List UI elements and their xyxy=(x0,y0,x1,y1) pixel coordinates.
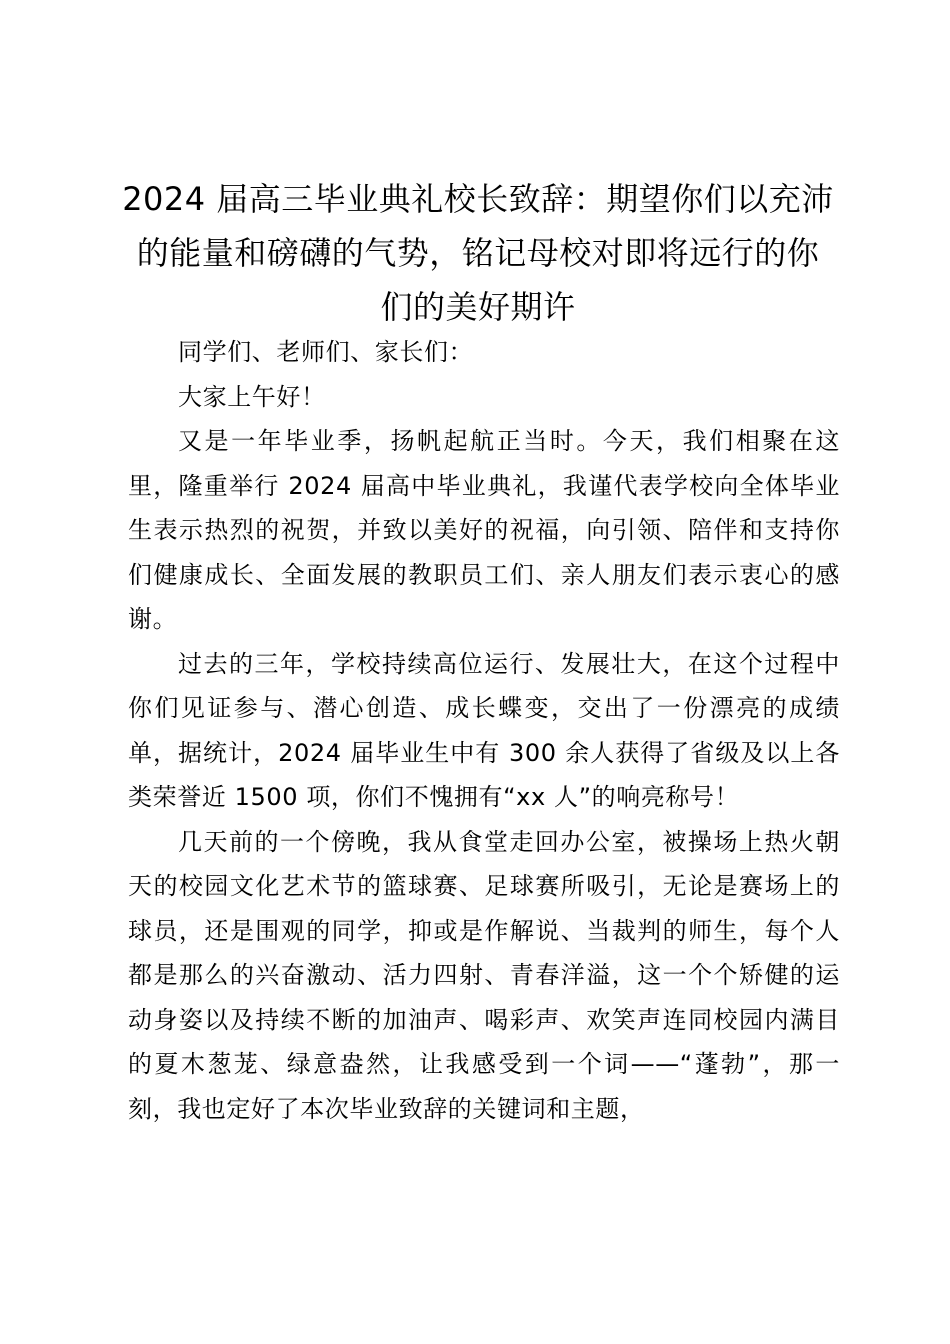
paragraph-achievements: 过去的三年，学校持续高位运行、发展壮大，在这个过程中你们见证参与、潜心创造、成长蝶变，交出了一份漂亮的成绩单，据统计，2024 届毕业生中有 300 余人获得了省级及以上各类荣誉近 1500 项，你们不愧拥有“xx 人”的响亮称号！ xyxy=(128,649,840,811)
document-body xyxy=(128,330,840,1131)
greeting: 大家上午好！ xyxy=(178,382,326,411)
salutation: 同学们、老师们、家长们： xyxy=(178,338,474,366)
paragraph-opening: 又是一年毕业季，扬帆起航正当时。今天，我们相聚在这里，隆重举行 2024 届高中毕业典礼，我谨代表学校向全体毕业生表示热烈的祝贺，并致以美好的祝福，向引领、陪伴和支持你们健康成长、全面发展的教职员工们、亲人朋友们表示衷心的感谢。 xyxy=(128,427,840,633)
document-title: 2024 届高三毕业典礼校长致辞：期望你们以充沛的能量和磅礴的气势，铭记母校对即将远行的你们的美好期许 xyxy=(122,180,834,326)
paragraph-anecdote: 几天前的一个傍晚，我从食堂走回办公室，被操场上热火朝天的校园文化艺术节的篮球赛、足球赛所吸引，无论是赛场上的球员，还是围观的同学，抑或是作解说、当裁判的师生，每个人都是那么的兴奋激动、活力四射、青春洋溢，这一个个矫健的运动身姿以及持续不断的加油声、喝彩声、欢笑声连同校园内满目的夏木葱茏、绿意盎然，让我感受到一个词——“蓬勃”，那一刻，我也定好了本次毕业致辞的关键词和主题， xyxy=(128,827,840,1123)
